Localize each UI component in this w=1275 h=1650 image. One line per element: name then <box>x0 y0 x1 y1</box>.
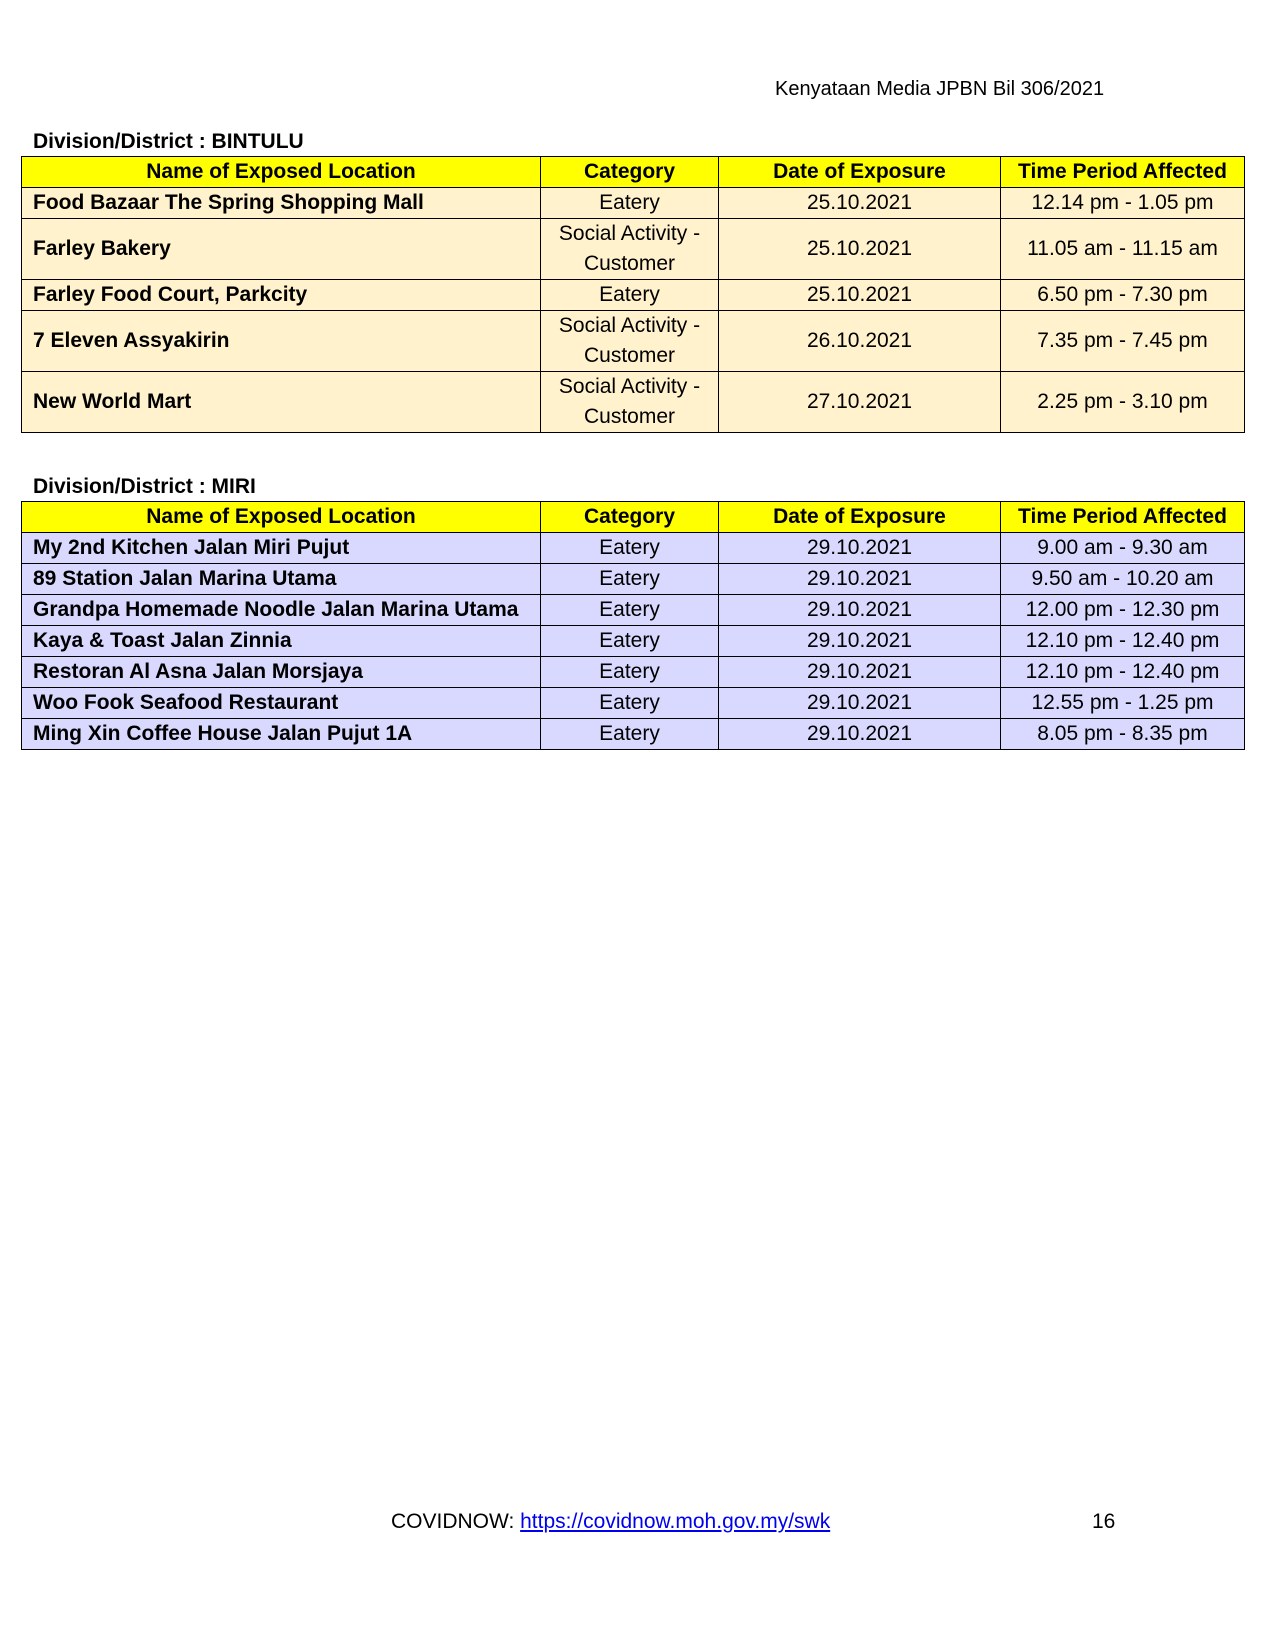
time-cell: 12.55 pm - 1.25 pm <box>1001 688 1245 719</box>
section-title-miri: Division/District : MIRI <box>33 475 256 498</box>
category-cell: Eatery <box>541 595 719 626</box>
time-cell: 12.00 pm - 12.30 pm <box>1001 595 1245 626</box>
table-header-row <box>22 502 1245 533</box>
category-cell: Social Activity - Customer <box>541 372 719 433</box>
column-header-time: Time Period Affected <box>1001 157 1245 188</box>
time-cell: 6.50 pm - 7.30 pm <box>1001 280 1245 311</box>
time-cell: 9.00 am - 9.30 am <box>1001 533 1245 564</box>
category-cell: Eatery <box>541 533 719 564</box>
time-cell: 12.10 pm - 12.40 pm <box>1001 626 1245 657</box>
date-cell: 27.10.2021 <box>719 372 1001 433</box>
column-header-time: Time Period Affected <box>1001 502 1245 533</box>
date-cell: 29.10.2021 <box>719 595 1001 626</box>
section-title-bintulu: Division/District : BINTULU <box>33 130 304 153</box>
location-cell: 89 Station Jalan Marina Utama <box>22 564 541 595</box>
category-cell: Eatery <box>541 688 719 719</box>
location-cell: 7 Eleven Assyakirin <box>22 311 541 372</box>
location-cell: My 2nd Kitchen Jalan Miri Pujut <box>22 533 541 564</box>
date-cell: 29.10.2021 <box>719 626 1001 657</box>
time-cell: 12.10 pm - 12.40 pm <box>1001 657 1245 688</box>
covidnow-link[interactable]: https://covidnow.moh.gov.my/swk <box>520 1510 831 1533</box>
time-cell: 12.14 pm - 1.05 pm <box>1001 188 1245 219</box>
time-cell: 7.35 pm - 7.45 pm <box>1001 311 1245 372</box>
date-cell: 25.10.2021 <box>719 188 1001 219</box>
column-header-category: Category <box>541 157 719 188</box>
column-header-location: Name of Exposed Location <box>22 502 541 533</box>
page-number: 16 <box>1092 1510 1116 1533</box>
document-reference: Kenyataan Media JPBN Bil 306/2021 <box>775 78 1105 100</box>
location-cell: Ming Xin Coffee House Jalan Pujut 1A <box>22 719 541 750</box>
category-cell: Eatery <box>541 564 719 595</box>
date-cell: 29.10.2021 <box>719 688 1001 719</box>
category-cell: Eatery <box>541 280 719 311</box>
category-cell: Eatery <box>541 626 719 657</box>
table-row <box>22 372 1245 433</box>
time-cell: 8.05 pm - 8.35 pm <box>1001 719 1245 750</box>
table-row <box>22 595 1245 626</box>
location-cell: New World Mart <box>22 372 541 433</box>
date-cell: 25.10.2021 <box>719 280 1001 311</box>
date-cell: 29.10.2021 <box>719 657 1001 688</box>
column-header-date: Date of Exposure <box>719 157 1001 188</box>
table-row <box>22 657 1245 688</box>
time-cell: 2.25 pm - 3.10 pm <box>1001 372 1245 433</box>
table-row <box>22 280 1245 311</box>
category-cell: Social Activity - Customer <box>541 219 719 280</box>
table-row <box>22 719 1245 750</box>
time-cell: 9.50 am - 10.20 am <box>1001 564 1245 595</box>
date-cell: 25.10.2021 <box>719 219 1001 280</box>
time-cell: 11.05 am - 11.15 am <box>1001 219 1245 280</box>
location-cell: Farley Food Court, Parkcity <box>22 280 541 311</box>
column-header-location: Name of Exposed Location <box>22 157 541 188</box>
column-header-date: Date of Exposure <box>719 502 1001 533</box>
footer <box>391 1510 830 1534</box>
category-cell: Eatery <box>541 188 719 219</box>
table-row <box>22 626 1245 657</box>
footer-label: COVIDNOW: <box>391 1510 521 1533</box>
location-cell: Food Bazaar The Spring Shopping Mall <box>22 188 541 219</box>
location-cell: Grandpa Homemade Noodle Jalan Marina Utama <box>22 595 541 626</box>
category-cell: Eatery <box>541 657 719 688</box>
table-row <box>22 188 1245 219</box>
exposure-table-bintulu <box>21 156 1245 433</box>
column-header-category: Category <box>541 502 719 533</box>
date-cell: 29.10.2021 <box>719 564 1001 595</box>
date-cell: 29.10.2021 <box>719 719 1001 750</box>
location-cell: Farley Bakery <box>22 219 541 280</box>
location-cell: Restoran Al Asna Jalan Morsjaya <box>22 657 541 688</box>
table-row <box>22 533 1245 564</box>
table-row <box>22 564 1245 595</box>
table-row <box>22 219 1245 280</box>
location-cell: Woo Fook Seafood Restaurant <box>22 688 541 719</box>
date-cell: 29.10.2021 <box>719 533 1001 564</box>
location-cell: Kaya & Toast Jalan Zinnia <box>22 626 541 657</box>
date-cell: 26.10.2021 <box>719 311 1001 372</box>
category-cell: Eatery <box>541 719 719 750</box>
table-header-row <box>22 157 1245 188</box>
category-cell: Social Activity - Customer <box>541 311 719 372</box>
exposure-table-miri <box>21 501 1245 750</box>
table-row <box>22 311 1245 372</box>
table-row <box>22 688 1245 719</box>
